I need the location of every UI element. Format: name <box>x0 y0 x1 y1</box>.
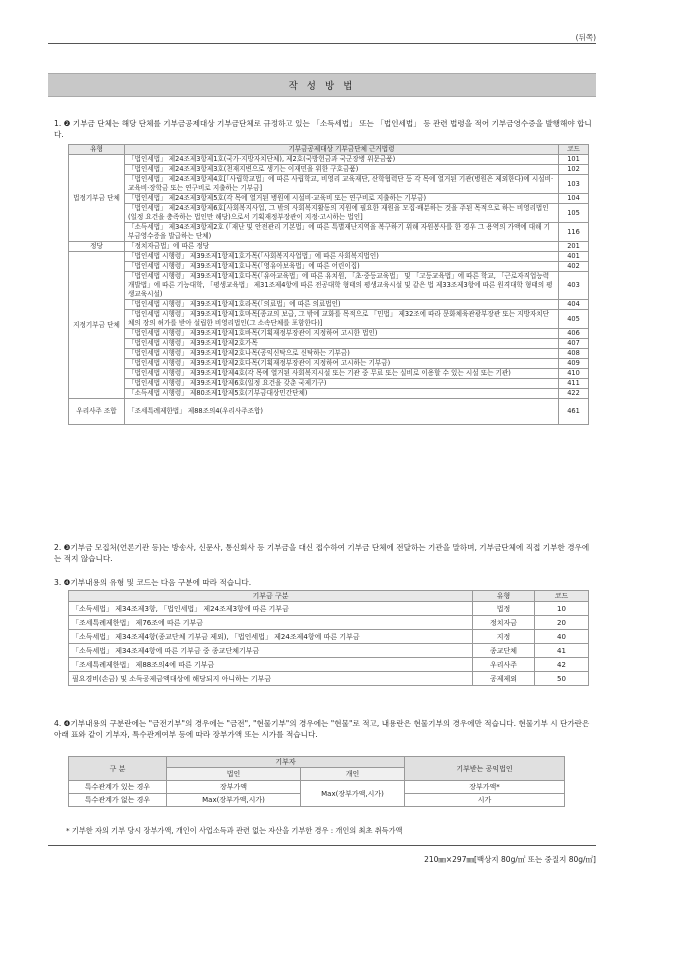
basis-cell: 「법인세법 시행령」 제39조제1항제2호가목 <box>125 339 559 349</box>
header-code: 코드 <box>535 591 589 602</box>
code-cell: 41 <box>535 644 589 658</box>
code-cell: 411 <box>559 379 589 389</box>
header-code: 코드 <box>559 145 589 155</box>
table-row <box>69 165 589 175</box>
basis-cell: 「법인세법 시행령」 제39조제1항제1호마목[종교의 보급, 그 밖에 교화를 목적으로 「민법」 제32조에 따라 문화체육관광부장관 또는 지방자치단체의 장의 허가를 받아 설립한 비영리법인(그 소속단체를 포함한다)] <box>125 310 559 329</box>
table-row <box>69 644 589 658</box>
code-cell: 103 <box>559 175 589 194</box>
code-cell: 20 <box>535 616 589 630</box>
corp-cell: 장부가액 <box>167 781 301 794</box>
code-cell: 104 <box>559 194 589 204</box>
basis-cell: 「법인세법」 제24조제3항제5호(각 목에 열거된 병원에 시설비·교육비 또는 연구비로 지출하는 기부금) <box>125 194 559 204</box>
category-cell: 「소득세법」 제34조제3항, 「법인세법」 제24조제3항에 따른 기부금 <box>69 602 473 616</box>
basis-cell: 「법인세법 시행령」 제39조제1항제2호나목(공익신탁으로 신탁하는 기부금) <box>125 349 559 359</box>
table-row <box>69 272 589 300</box>
table-header-row <box>69 591 589 602</box>
category-cell: 「소득세법」 제34조제4항에 따른 기부금 중 종교단체기부금 <box>69 644 473 658</box>
section4-text: 4. ❹기부내용의 구분란에는 "금전기부"의 경우에는 "금전", "현물기부"의 경우에는 "현물"로 적고, 내용란은 현물기부의 경우에만 적습니다. 현물기부 시 단가란은 아래 표와 같이 기부자, 특수관계여부 등에 따라 장부가액 또는 시가를 적습니다. <box>54 719 590 739</box>
table-row <box>69 310 589 329</box>
table-row <box>69 339 589 349</box>
code-cell: 401 <box>559 252 589 262</box>
basis-cell: 「법인세법 시행령」 제39조제1항제2호다목(기획재정부장관이 지정하여 고시하는 기부금) <box>125 359 559 369</box>
group-party: 정당 <box>69 242 125 252</box>
back-side-label: (뒤쪽) <box>575 33 596 42</box>
code-cell: 10 <box>535 602 589 616</box>
section1-text: 1. ❷ 기부금 단체는 해당 단체를 기부금공제대상 기부금단체로 규정하고 있는 「소득세법」 또는 「법인세법」 등 관련 법령을 적어 기부금영수증을 발행해야 합니다. <box>54 119 592 139</box>
category-cell: 「조세특례제한법」 제88조의4에 따른 기부금 <box>69 658 473 672</box>
table-row <box>69 658 589 672</box>
table-row <box>69 223 589 242</box>
table-row <box>69 616 589 630</box>
code-cell: 409 <box>559 359 589 369</box>
type-cell: 우리사주 <box>473 658 535 672</box>
code-cell: 40 <box>535 630 589 644</box>
code-cell: 102 <box>559 165 589 175</box>
section2-text: 2. ❸기부금 모집처(언론기관 등)는 방송사, 신문사, 통신회사 등 기부금을 대신 접수하여 기부금 단체에 전달하는 기관을 말하며, 기부금단체에 직접 기부한 경우에는 적지 않습니다. <box>54 543 590 563</box>
type-cell: 법정 <box>473 602 535 616</box>
table-row <box>69 300 589 310</box>
code-cell: 42 <box>535 658 589 672</box>
code-cell: 101 <box>559 155 589 165</box>
type-cell: 종교단체 <box>473 644 535 658</box>
page-title: 작 성 방 법 <box>48 73 596 97</box>
section3-text: 3. ❹기부내용의 유형 및 코드는 다음 구분에 따라 적습니다. <box>54 578 252 587</box>
code-cell: 407 <box>559 339 589 349</box>
basis-cell: 「법인세법」 제24조제3항제3호(천재지변으로 생기는 이재민을 위한 구호금품) <box>125 165 559 175</box>
table-row <box>69 630 589 644</box>
basis-cell: 「법인세법」 제24조제3항제4호[「사립학교법」에 따른 사립학교, 비영리 교육재단, 산학협력단 등 각 목에 열거된 기관(병원은 제외한다)에 시설비·교육비·장학금 또는 연구비로 지출하는 기부금] <box>125 175 559 194</box>
top-divider <box>48 43 596 44</box>
basis-cell: 「법인세법」 제24조제3항제6호[사회복지사업, 그 밖의 사회복지활동의 지원에 필요한 재원을 모집·배분하는 것을 주된 목적으로 하는 비영리법인(일정 요건을 충족하는 법인만 해당)으로서 기획재정부장관이 지정·고시하는 법인] <box>125 204 559 223</box>
code-cell: 50 <box>535 672 589 686</box>
table-header-row <box>69 757 565 768</box>
header-type: 유형 <box>69 145 125 155</box>
header-recipient: 기부받는 공익법인 <box>405 757 565 781</box>
basis-cell: 「법인세법 시행령」 제39조제1항제1호다목(「유아교육법」에 따른 유치원, 「초·중등교육법」 및 「고등교육법」에 따른 학교, 「근로자직업능력개발법」에 따른 기능대학, 「평생교육법」 제31조제4항에 따른 전공대학 형태의 평생교육시설 및 같은 법 제33조제3항에 따른 원격대학 형태의 평생교육시설) <box>125 272 559 300</box>
code-cell: 410 <box>559 369 589 379</box>
group-legal: 법정기부금 단체 <box>69 155 125 242</box>
category-cell: 「소득세법」 제34조제4항(종교단체 기부금 제외), 「법인세법」 제24조제4항에 따른 기부금 <box>69 630 473 644</box>
header-type: 유형 <box>473 591 535 602</box>
basis-cell: 「소득세법 시행령」 제80조제1항제5호(기부금대상민간단체) <box>125 389 559 399</box>
code-cell: 404 <box>559 300 589 310</box>
basis-cell: 「법인세법 시행령」 제39조제1항제1호나목(「영유아보육법」에 따른 어린이집) <box>125 262 559 272</box>
donation-type-code-table <box>68 590 589 686</box>
code-cell: 105 <box>559 204 589 223</box>
header-basis: 기부금공제대상 기부금단체 근거법령 <box>125 145 559 155</box>
header-corp: 법인 <box>167 768 301 781</box>
basis-cell: 「법인세법 시행령」 제39조제1항제1호가목(「사회복지사업법」에 따른 사회복지법인) <box>125 252 559 262</box>
type-cell: 지정 <box>473 630 535 644</box>
table-row <box>69 349 589 359</box>
basis-cell: 「법인세법 시행령」 제39조제1항제4호(각 목에 열거된 사회복지시설 또는 기관 중 무료 또는 실비로 이용할 수 있는 시설 또는 기관) <box>125 369 559 379</box>
code-cell: 461 <box>559 399 589 425</box>
table-row <box>69 204 589 223</box>
table-row <box>69 155 589 165</box>
recipient-cell: 시가 <box>405 794 565 807</box>
type-cell: 공제제외 <box>473 672 535 686</box>
table-row <box>69 379 589 389</box>
basis-cell: 「법인세법」 제24조제3항제1호(국가·지방자치단체), 제2호(국방헌금과 국군장병 위문금품) <box>125 155 559 165</box>
code-cell: 405 <box>559 310 589 329</box>
code-cell: 116 <box>559 223 589 242</box>
code-cell: 422 <box>559 389 589 399</box>
basis-cell: 「법인세법 시행령」 제39조제1항제1호바목(기획재정부장관이 지정하여 고시한 법인) <box>125 329 559 339</box>
basis-cell: 「정치자금법」에 따른 정당 <box>125 242 559 252</box>
table-header-row <box>69 145 589 155</box>
recipient-cell: 장부가액* <box>405 781 565 794</box>
group-union: 우리사주 조합 <box>69 399 125 425</box>
group-designated: 지정기부금 단체 <box>69 252 125 399</box>
paper-spec: 210㎜×297㎜[백상지 80g/㎡ 또는 중질지 80g/㎡] <box>424 855 596 864</box>
basis-cell: 「소득세법」 제34조제3항제2호 (「재난 및 안전관리 기본법」에 따른 특별재난지역을 복구하기 위해 자원봉사를 한 경우 그 용역의 가액에 대해 기부금영수증을 발급하는 단체) <box>125 223 559 242</box>
header-division: 구 분 <box>69 757 167 781</box>
code-cell: 402 <box>559 262 589 272</box>
table-row <box>69 262 589 272</box>
corp-cell: Max(장부가액,시가) <box>167 794 301 807</box>
category-cell: 「조세특례제한법」 제76조에 따른 기부금 <box>69 616 473 630</box>
basis-cell: 「법인세법 시행령」 제39조제1항제1호라목(「의료법」에 따른 의료법인) <box>125 300 559 310</box>
table-row <box>69 602 589 616</box>
table-row <box>69 359 589 369</box>
header-donor: 기부자 <box>167 757 405 768</box>
table-row <box>69 389 589 399</box>
bottom-divider <box>48 845 596 846</box>
table-row <box>69 175 589 194</box>
code-cell: 403 <box>559 272 589 300</box>
category-cell: 필요경비(손금) 및 소득공제금액대상에 해당되지 아니하는 기부금 <box>69 672 473 686</box>
table-row <box>69 242 589 252</box>
basis-cell: 「법인세법 시행령」 제39조제1항제6호(일정 요건을 갖춘 국제기구) <box>125 379 559 389</box>
table-row <box>69 194 589 204</box>
code-cell: 408 <box>559 349 589 359</box>
row-label: 특수관계가 없는 경우 <box>69 794 167 807</box>
donation-org-code-table <box>68 144 589 425</box>
type-cell: 정치자금 <box>473 616 535 630</box>
indiv-cell: Max(장부가액,시가) <box>301 781 405 807</box>
code-cell: 406 <box>559 329 589 339</box>
code-cell: 201 <box>559 242 589 252</box>
header-indiv: 개인 <box>301 768 405 781</box>
table-row <box>69 781 565 794</box>
table-row <box>69 252 589 262</box>
in-kind-valuation-table <box>68 756 565 807</box>
table-row <box>69 672 589 686</box>
row-label: 특수관계가 있는 경우 <box>69 781 167 794</box>
footnote: * 기부한 자의 기부 당시 장부가액, 개인이 사업소득과 관련 없는 자산을 기부한 경우 : 개인의 최초 취득가액 <box>66 826 403 835</box>
basis-cell: 「조세특례제한법」 제88조의4(우리사주조합) <box>125 399 559 425</box>
header-category: 기부금 구분 <box>69 591 473 602</box>
table-row <box>69 399 589 425</box>
table-row <box>69 369 589 379</box>
table-row <box>69 329 589 339</box>
